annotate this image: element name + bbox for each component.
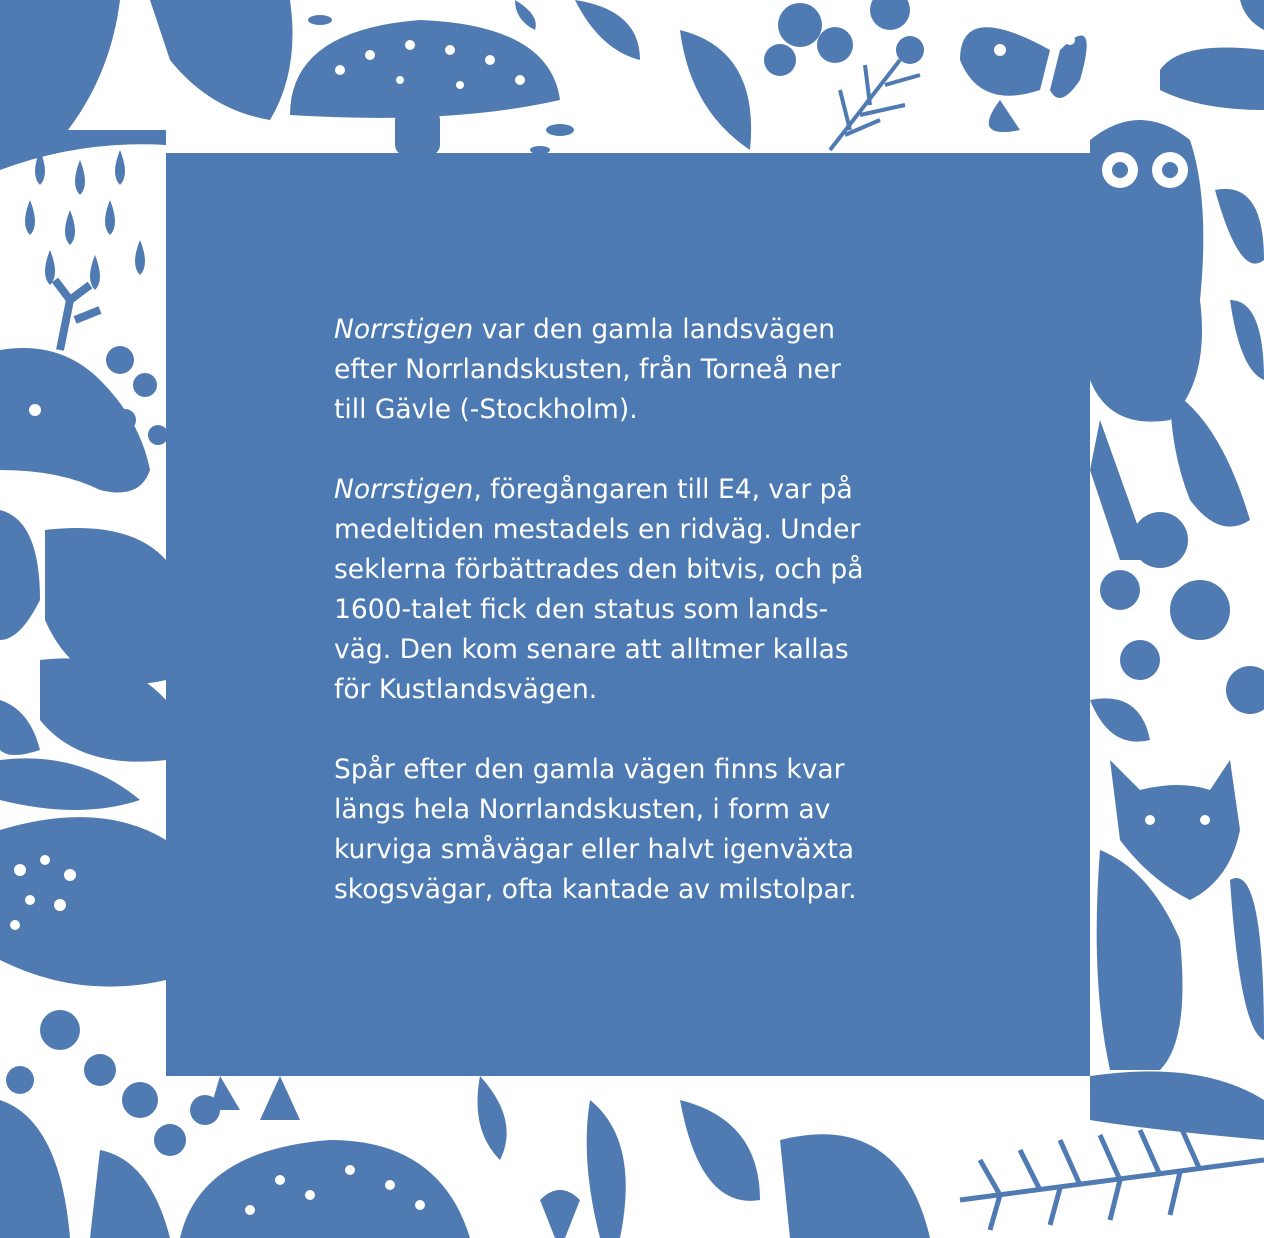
- pine-branch-icon: [830, 60, 920, 150]
- paragraph-3: [334, 750, 934, 910]
- text-line: medeltiden mestadels en ridväg. Under: [334, 514, 861, 545]
- pine-branch-icon: [960, 1125, 1264, 1230]
- emphasis-norrstigen: Norrstigen: [334, 314, 474, 345]
- text-line: , föregångaren till E4, var på: [473, 474, 853, 505]
- leaf-icon: [0, 1100, 170, 1238]
- butterfly-icon: [960, 25, 1087, 132]
- berry-icon: [764, 0, 924, 76]
- text-line: längs hela Norrlandskusten, i form av: [334, 794, 831, 825]
- text-line: till Gävle (-Stockholm).: [334, 394, 638, 425]
- text-line: 1600-talet fick den status som lands-: [334, 594, 829, 625]
- bird-icon: [0, 758, 166, 986]
- mushroom-icon: [1160, 0, 1264, 110]
- paragraph-1: [334, 310, 934, 430]
- owl-icon: [1090, 120, 1250, 560]
- text-line: Spår efter den gamla vägen finns kvar: [334, 754, 845, 785]
- leaf-icon: [0, 510, 166, 762]
- body-text: [334, 310, 934, 950]
- text-line: för Kustlandsvägen.: [334, 674, 598, 705]
- text-line: skogsvägar, ofta kantade av milstolpar.: [334, 874, 857, 905]
- text-line: seklerna förbättrades den bitvis, och på: [334, 554, 864, 585]
- text-line: var den gamla landsvägen: [473, 314, 836, 345]
- raindrop-icon: [0, 130, 166, 290]
- text-line: efter Norrlandskusten, från Torneå ner: [334, 354, 841, 385]
- paragraph-2: [334, 470, 934, 710]
- deer-icon: [0, 280, 150, 493]
- mushroom-icon: [180, 1140, 580, 1238]
- text-line: kurviga småvägar eller halvt igenväxta: [334, 834, 854, 865]
- text-line: väg. Den kom senare att alltmer kallas: [334, 634, 849, 665]
- emphasis-norrstigen: Norrstigen: [334, 474, 474, 505]
- mushroom-icon: [290, 20, 560, 155]
